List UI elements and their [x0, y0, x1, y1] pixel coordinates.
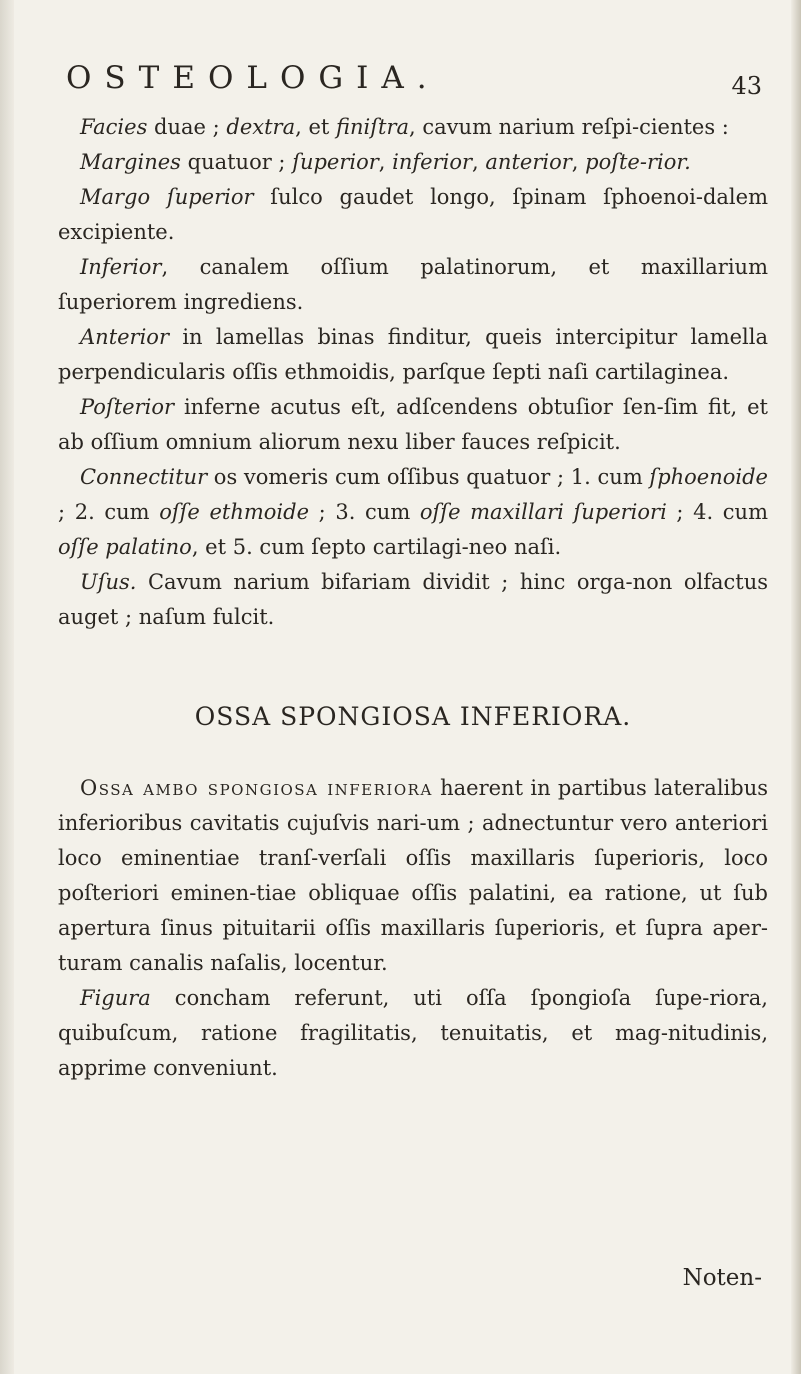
paragraph-margines: Margines quatuor ; ſuperior, inferior, anterior, poſte-rior. [80, 150, 691, 174]
paragraph-usus: Uſus. Cavum narium bifariam dividit ; hinc orga-non olfactus auget ; naſum fulcit. [58, 570, 768, 629]
paragraph-posterior: Poſterior inferne acutus eſt, adſcendens obtuſior ſen-ſim fit, et ab oſſium omnium aliorum nexu liber fauces reſpicit. [58, 395, 768, 454]
page-gutter-left [0, 0, 14, 1374]
term-margines: Margines [80, 150, 181, 174]
term-margo-superior: Margo ſuperior [80, 185, 254, 209]
catchword: Noten- [682, 1265, 762, 1291]
paragraph-anterior: Anterior in lamellas binas finditur, queis intercipitur lamella perpendicularis oſſis ethmoidis, parſque ſepti naſi cartilaginea. [58, 325, 768, 384]
paragraph-facies: Facies duae ; dextra, et finiſtra, cavum narium reſpi-cientes : [80, 115, 729, 139]
paragraph-figura: Figura concham referunt, uti oſſa ſpongioſa ſupe-riora, quibuſcum, ratione fragilitatis, tenuitatis, et mag-nitudinis, apprime conveniunt. [58, 986, 768, 1080]
paragraph-ossa-spongiosa: Ossa ambo spongiosa inferiora haerent in partibus lateralibus inferioribus cavitatis cujuſvis nari-um ; adnectuntur vero anteriori loco eminentiae tranſ-verſali oſſis maxillaris ſuperioris, loco poſteriori eminen-tiae obliquae oſſis palatini, ea ratione, ut ſub apertura ſinus pituitarii oſſis maxillaris ſuperioris, et ſupra aper-turam canalis naſalis, locentur. [58, 776, 768, 975]
running-head [58, 0, 768, 110]
term-posterior: Poſterior [80, 395, 174, 419]
running-title: OSTEOLOGIA. [66, 60, 440, 96]
page-gutter-right [791, 0, 801, 1374]
paragraph-inferior: Inferior, canalem oſſium palatinorum, et maxillarium ſuperiorem ingrediens. [58, 255, 768, 314]
term-connectitur: Connectitur [80, 465, 208, 489]
page-number: 43 [731, 72, 762, 100]
term-usus: Uſus. [80, 570, 137, 594]
paragraph-connectitur: Connectitur os vomeris cum oſſibus quatuor ; 1. cum ſphoenoide ; 2. cum oſſe ethmoide ; 3. cum oſſe maxillari ſuperiori ; 4. cum oſſe palatino, et 5. cum ſepto cartilagi-neo naſi. [58, 465, 768, 559]
term-facies: Facies [80, 115, 148, 139]
term-inferior: Inferior [80, 255, 162, 279]
term-figura: Figura [80, 986, 151, 1010]
term-ossa-spongiosa: Ossa ambo spongiosa inferiora [80, 776, 433, 800]
section-heading: OSSA SPONGIOSA INFERIORA. [194, 702, 632, 731]
paragraph-margo-superior: Margo ſuperior ſulco gaudet longo, ſpinam ſphoenoi-dalem excipiente. [58, 185, 768, 244]
term-anterior: Anterior [80, 325, 169, 349]
book-page [58, 0, 768, 1291]
